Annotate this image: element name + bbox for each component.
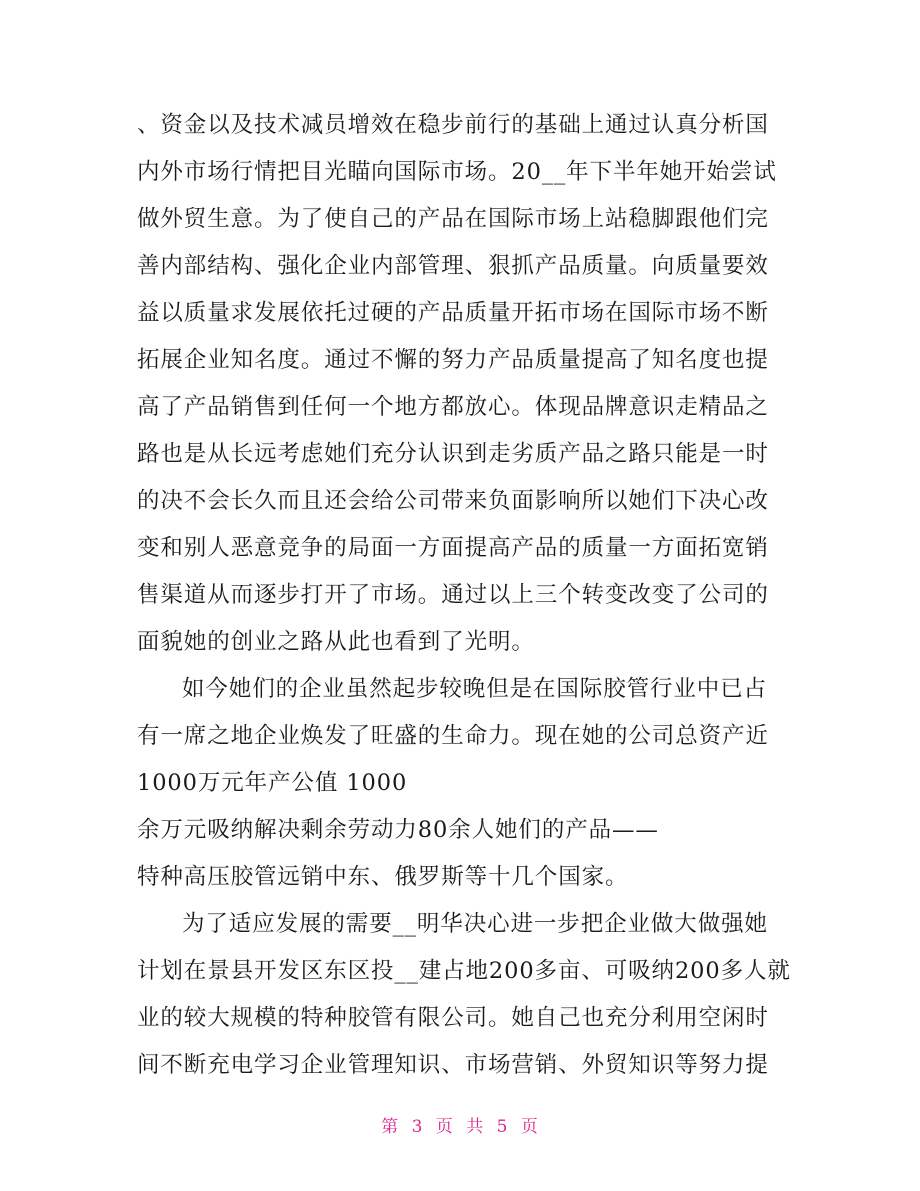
text-line: 间不断充电学习企业管理知识、市场营销、外贸知识等努力提 (137, 1052, 769, 1078)
page-label-mid1: 页 (435, 1117, 454, 1137)
text-line: 业的较大规模的特种胶管有限公司。她自己也充分利用空闲时 (137, 1005, 769, 1031)
total-pages-number: 5 (496, 1117, 509, 1137)
text-line: 、资金以及技术减员增效在稳步前行的基础上通过认真分析国 (137, 112, 769, 138)
text-line: 善内部结构、强化企业内部管理、狠抓产品质量。向质量要效 (137, 253, 769, 279)
text-line: 变和别人恶意竞争的局面一方面提高产品的质量一方面拓宽销 (137, 535, 769, 561)
text-line: 计划在景县开发区东区投__建占地200多亩、可吸纳200多人就 (137, 958, 791, 984)
paragraph-first-line: 为了适应发展的需要__明华决心进一步把企业做大做强她 (182, 911, 768, 937)
text-line: 的决不会长久而且还会给公司带来负面影响所以她们下决心改 (137, 488, 769, 514)
page-label-prefix: 第 (381, 1117, 400, 1137)
text-line: 高了产品销售到任何一个地方都放心。体现品牌意识走精品之 (137, 394, 769, 420)
text-line: 特种高压胶管远销中东、俄罗斯等十几个国家。 (137, 864, 629, 890)
page-label-suffix: 页 (520, 1117, 539, 1137)
text-line: 有一席之地企业焕发了旺盛的生命力。现在她的公司总资产近 (137, 723, 769, 749)
paragraph-first-line: 如今她们的企业虽然起步较晚但是在国际胶管行业中已占 (182, 676, 768, 702)
text-line: 拓展企业知名度。通过不懈的努力产品质量提高了知名度也提 (137, 347, 769, 373)
page-label-mid2: 共 (466, 1117, 485, 1137)
text-line: 路也是从长远考虑她们充分认识到走劣质产品之路只能是一时 (137, 441, 769, 467)
text-line: 内外市场行情把目光瞄向国际市场。20__年下半年她开始尝试 (137, 159, 777, 185)
text-line: 余万元吸纳解决剩余劳动力80余人她们的产品—— (137, 817, 659, 843)
text-line: 售渠道从而逐步打开了市场。通过以上三个转变改变了公司的 (137, 582, 769, 608)
text-line: 面貌她的创业之路从此也看到了光明。 (137, 629, 535, 655)
page-footer (0, 1112, 920, 1137)
body-text (137, 102, 791, 1089)
text-line: 益以质量求发展依托过硬的产品质量开拓市场在国际市场不断 (137, 300, 769, 326)
current-page-number: 3 (411, 1117, 424, 1137)
text-line: 做外贸生意。为了使自己的产品在国际市场上站稳脚跟他们完 (137, 206, 769, 232)
text-line: 1000万元年产公值 1000 (137, 770, 408, 796)
